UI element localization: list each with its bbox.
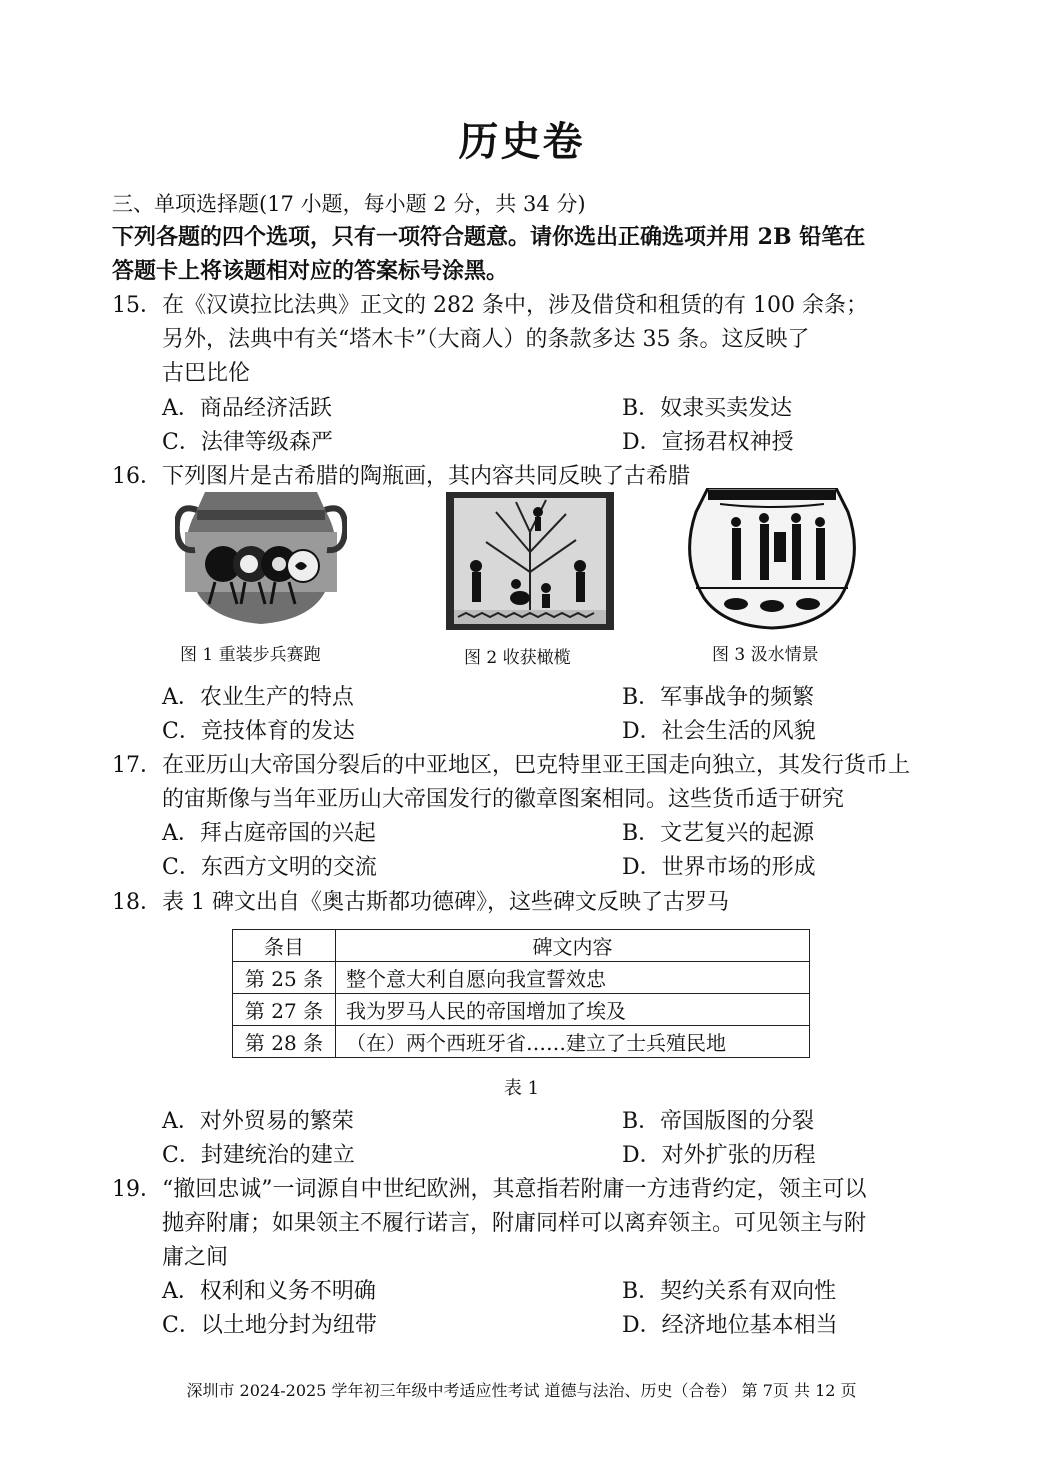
question-18-number: 18． <box>112 890 162 915</box>
question-19-line-3: 庸之间 <box>162 1245 229 1270</box>
question-15-line-2: 另外，法典中有关“塔木卡”（大商人）的条款多达 35 条。这反映了 <box>162 327 810 352</box>
table-row <box>233 962 810 994</box>
table-cell: 第 28 条 <box>233 1026 336 1058</box>
page-title: 历史卷 <box>458 118 585 165</box>
question-16-option-d: D．社会生活的风貌 <box>622 719 816 744</box>
question-15-line-3: 古巴比伦 <box>162 361 251 386</box>
question-19-option-d: D．经济地位基本相当 <box>622 1313 838 1338</box>
question-15-line-1: 在《汉谟拉比法典》正文的 282 条中，涉及借贷和租赁的有 100 余条； <box>162 293 868 318</box>
table-row <box>233 994 810 1026</box>
question-17-option-c: C．东西方文明的交流 <box>162 855 377 880</box>
table-header-cell: 条目 <box>233 930 336 962</box>
question-15-number: 15． <box>112 293 162 318</box>
table-cell: 整个意大利自愿向我宣誓效忠 <box>336 962 810 994</box>
question-16-number: 16． <box>112 464 162 489</box>
question-19-option-b: B．契约关系有双向性 <box>622 1279 837 1304</box>
question-16-option-c: C．竞技体育的发达 <box>162 719 355 744</box>
table-cell: （在）两个西班牙省……建立了士兵殖民地 <box>336 1026 810 1058</box>
inscription-table <box>232 929 810 1058</box>
table-row <box>233 1026 810 1058</box>
question-15-option-c: C．法律等级森严 <box>162 430 333 455</box>
question-17-number: 17． <box>112 753 162 778</box>
question-19-option-a: A．权利和义务不明确 <box>162 1279 376 1304</box>
question-17-option-d: D．世界市场的形成 <box>622 855 816 880</box>
table-cell: 第 27 条 <box>233 994 336 1026</box>
table-caption: 表 1 <box>503 1078 540 1099</box>
question-15-option-b: B．奴隶买卖发达 <box>622 396 793 421</box>
question-18-option-c: C．封建统治的建立 <box>162 1143 355 1168</box>
instructions-line-2: 答题卡上将该题相对应的答案标号涂黑。 <box>112 258 509 284</box>
table-header-row <box>233 930 810 962</box>
table-cell: 我为罗马人民的帝国增加了埃及 <box>336 994 810 1026</box>
section-heading: 三、单项选择题(17 小题，每小题 2 分，共 34 分) <box>112 192 586 216</box>
figure-2-caption: 图 2 收获橄榄 <box>464 648 571 668</box>
question-15-option-a: A．商品经济活跃 <box>162 396 332 421</box>
question-19-option-c: C．以土地分封为纽带 <box>162 1313 377 1338</box>
question-18-option-a: A．对外贸易的繁荣 <box>162 1109 354 1134</box>
question-19-line-2: 抛弃附庸；如果领主不履行诺言，附庸同样可以离弃领主。可见领主与附 <box>162 1211 867 1236</box>
question-16-option-a: A．农业生产的特点 <box>162 685 354 710</box>
question-16-option-b: B．军事战争的频繁 <box>622 685 815 710</box>
question-18-line-1: 表 1 碑文出自《奥古斯都功德碑》，这些碑文反映了古罗马 <box>162 890 729 915</box>
question-18-option-d: D．对外扩张的历程 <box>622 1143 816 1168</box>
figure-3-vase-image <box>680 488 864 630</box>
figure-1-caption: 图 1 重装步兵赛跑 <box>180 645 321 665</box>
question-19-line-1: “撤回忠诚”一词源自中世纪欧洲，其意指若附庸一方违背约定，领主可以 <box>162 1177 867 1202</box>
question-17-option-a: A．拜占庭帝国的兴起 <box>162 821 376 846</box>
figure-2-vase-image <box>446 492 614 630</box>
table-header-cell: 碑文内容 <box>336 930 810 962</box>
question-17-option-b: B．文艺复兴的起源 <box>622 821 815 846</box>
question-16-line-1: 下列图片是古希腊的陶瓶画，其内容共同反映了古希腊 <box>162 464 691 489</box>
table-cell: 第 25 条 <box>233 962 336 994</box>
question-19-number: 19． <box>112 1177 162 1202</box>
instructions-line-1: 下列各题的四个选项，只有一项符合题意。请你选出正确选项并用 2B 铅笔在 <box>112 224 866 250</box>
figure-3-caption: 图 3 汲水情景 <box>712 645 819 665</box>
question-17-line-1: 在亚历山大帝国分裂后的中亚地区，巴克特里亚王国走向独立，其发行货币上 <box>162 753 911 778</box>
question-17-line-2: 的宙斯像与当年亚历山大帝国发行的徽章图案相同。这些货币适于研究 <box>162 787 845 812</box>
question-18-option-b: B．帝国版图的分裂 <box>622 1109 815 1134</box>
question-15-option-d: D．宣扬君权神授 <box>622 430 794 455</box>
page-footer: 深圳市 2024-2025 学年初三年级中考适应性考试 道德与法治、历史（合卷） 第 7页 共 12 页 <box>186 1381 857 1400</box>
figure-1-vase-image <box>175 492 347 627</box>
